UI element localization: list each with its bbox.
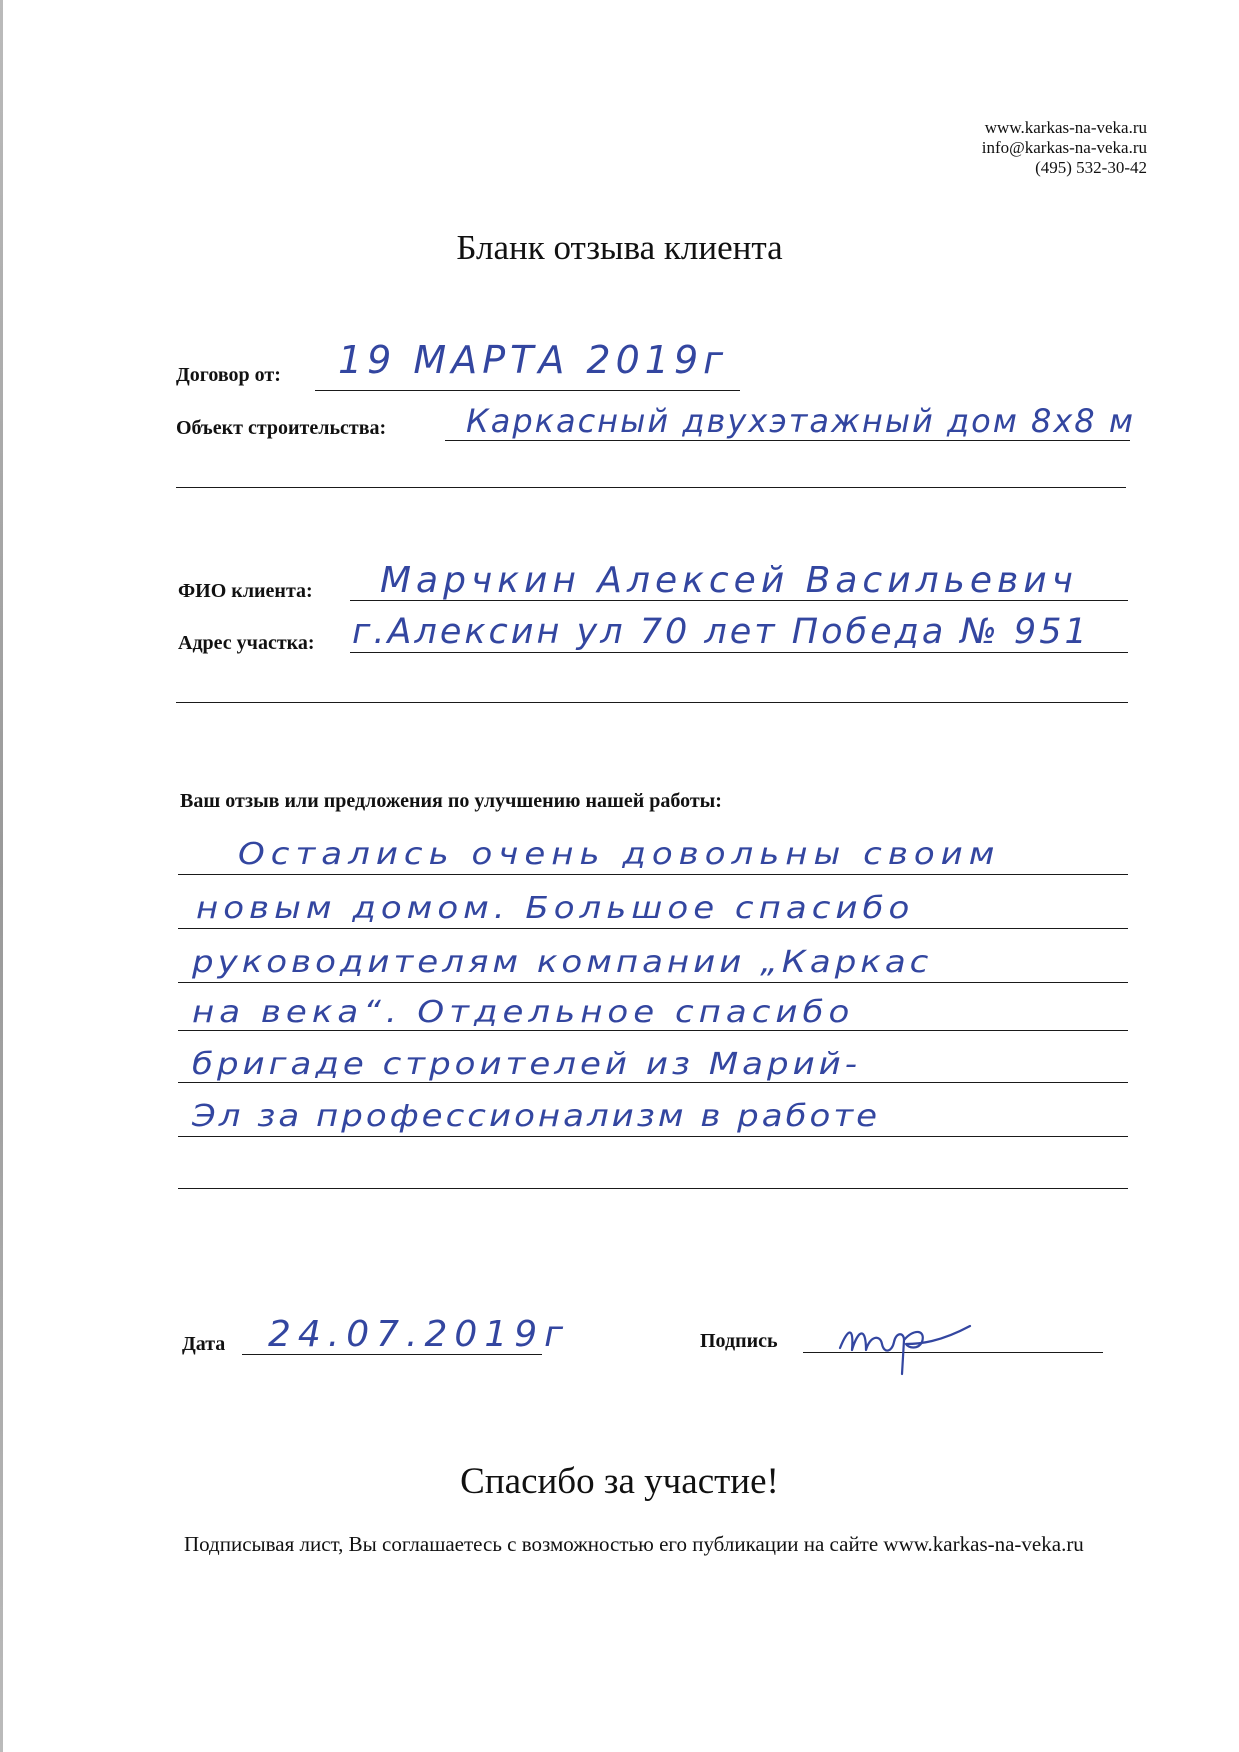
consent-text: Подписывая лист, Вы соглашаетесь с возможностью его публикации на сайте www.karkas-na-veka.ru: [184, 1532, 1084, 1556]
date-label: Дата: [182, 1333, 226, 1355]
review-line: бригаде строителей из Марий-: [192, 1046, 862, 1082]
contact-block: [982, 118, 1147, 178]
review-rule-5: [178, 1082, 1128, 1083]
review-rule-7: [178, 1188, 1128, 1189]
review-rule-6: [178, 1136, 1128, 1137]
signature-mark: [830, 1308, 980, 1383]
review-label: Ваш отзыв или предложения по улучшению нашей работы:: [180, 790, 722, 812]
address-rule: [350, 652, 1128, 653]
website-text: www.karkas-na-veka.ru: [984, 118, 1147, 137]
thanks-text: Спасибо за участие!: [460, 1461, 779, 1502]
object-value: Каркасный двухэтажный дом 8х8 м: [466, 402, 1135, 440]
form-title: Бланк отзыва клиента: [456, 228, 783, 267]
review-rule-3: [178, 982, 1128, 983]
client-label: ФИО клиента:: [178, 580, 313, 602]
address-rule-2: [176, 702, 1128, 703]
review-rule-1: [178, 874, 1128, 875]
date-value: 24.07.2019г: [268, 1314, 571, 1355]
object-rule-2: [176, 487, 1126, 488]
review-line: Остались очень довольны своим: [238, 836, 1001, 872]
contract-rule: [315, 390, 740, 391]
client-value: Марчкин Алексей Васильевич: [380, 560, 1078, 601]
contract-label: Договор от:: [176, 364, 281, 386]
review-line: Эл за профессионализм в работе: [192, 1098, 881, 1134]
address-value: г.Алексин ул 70 лет Победа № 951: [352, 612, 1090, 652]
review-line: на века“. Отдельное спасибо: [192, 994, 855, 1030]
address-label: Адрес участка:: [178, 632, 315, 654]
review-rule-4: [178, 1030, 1128, 1031]
review-line: руководителям компании „Каркас: [192, 944, 933, 980]
object-rule: [445, 440, 1130, 441]
phone-text: (495) 532-30-42: [1035, 158, 1147, 177]
email-text: info@karkas-na-veka.ru: [981, 138, 1147, 157]
object-label: Объект строительства:: [176, 417, 387, 439]
review-line: новым домом. Большое спасибо: [196, 890, 915, 926]
signature-label: Подпись: [700, 1330, 778, 1352]
contract-value: 19 МАРТА 2019г: [338, 338, 729, 382]
review-rule-2: [178, 928, 1128, 929]
